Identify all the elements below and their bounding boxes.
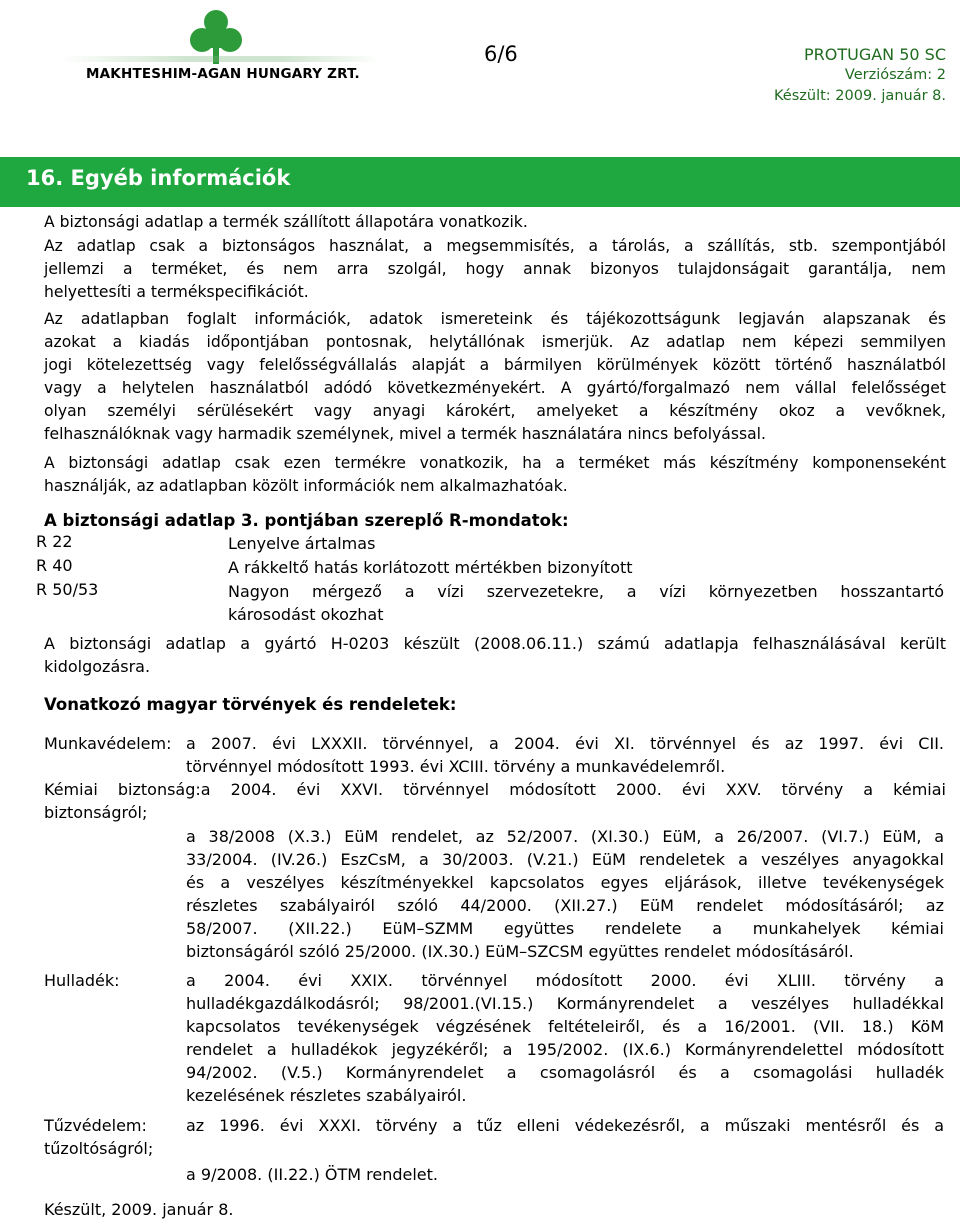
r-code: R 40 xyxy=(36,556,73,575)
prepared-date: Készült: 2009. január 8. xyxy=(774,88,946,104)
header-decorative-rule xyxy=(60,56,380,62)
r-text: Lenyelve ártalmas xyxy=(228,534,376,553)
law-label-line: Tűzvédelem: xyxy=(44,1116,147,1135)
paragraph-3-line: felhasználóknak vagy harmadik személynek, mivel a termék használatára nincs befolyással. xyxy=(44,425,766,443)
product-name: PROTUGAN 50 SC xyxy=(803,45,946,64)
law-kemiai xyxy=(44,778,946,824)
document-meta xyxy=(774,44,946,107)
r-text-line: Nagyon mérgező a vízi szervezetekre, a vízi környezetben hosszantartó xyxy=(228,582,944,601)
law-text-line: törvénnyel módosított 1993. évi XCIII. törvény a munkavédelemről. xyxy=(186,757,726,776)
r-code: R 50/53 xyxy=(36,580,99,599)
law-text-tuzvedelem-rendelet: a 9/2008. (II.22.) ÖTM rendelet. xyxy=(186,1165,439,1184)
paragraph-3 xyxy=(44,308,946,446)
r-code: R 22 xyxy=(36,532,73,551)
section-title: 16. Egyéb információk xyxy=(26,166,291,190)
paragraph-4-line: A biztonsági adatlap csak ezen termékre vonatkozik, ha a terméket más készítmény komponenseként xyxy=(44,454,946,472)
paragraph-2-line: jellemzi a terméket, és nem arra szolgál, hogy annak bizonyos tulajdonságait garantálja, nem xyxy=(44,260,946,278)
law-text-line: kezelésének részletes szabályairól. xyxy=(186,1086,467,1105)
law-text-line: és a veszélyes készítményekkel kapcsolatos egyes eljárások, illetve tevékenységek xyxy=(186,873,944,892)
law-text-line: 33/2004. (IV.26.) EszCsM, a 30/2003. (V.21.) EüM rendeletek a veszélyes anyagokkal xyxy=(186,850,944,869)
law-label-munkavedelem: Munkavédelem: xyxy=(44,734,172,753)
r-text-line: károsodást okozhat xyxy=(228,605,384,624)
law-text-line: az 1996. évi XXXI. törvény a tűz elleni védekezésről, a műszaki mentésről és a xyxy=(186,1116,944,1135)
law-label-line: tűzoltóságról; xyxy=(44,1139,154,1158)
r-text xyxy=(228,580,944,626)
paragraph-1: A biztonsági adatlap a termék szállított állapotára vonatkozik. xyxy=(44,213,528,231)
law-text-line: a 38/2008 (X.3.) EüM rendelet, az 52/2007. (XI.30.) EüM, a 26/2007. (VI.7.) EüM, a xyxy=(186,827,944,846)
paragraph-3-line: jogi kötelezettség vagy felelősségvállalás alapját a bármilyen körülmények között történő használatból xyxy=(44,356,946,374)
law-text-line: kapcsolatos tevékenységek végzésének feltételeiről, és a 16/2001. (VII. 18.) KöM xyxy=(186,1017,944,1036)
laws-heading: Vonatkozó magyar törvények és rendeletek: xyxy=(44,695,457,714)
paragraph-3-line: Az adatlapban foglalt információk, adatok ismereteink és tájékozottságunk legjaván alapszanak és xyxy=(44,310,946,328)
law-text-tuzvedelem xyxy=(186,1114,944,1137)
r-text: A rákkeltő hatás korlátozott mértékben bizonyított xyxy=(228,558,633,577)
law-text-munkavedelem xyxy=(186,732,944,778)
page-number: 6/6 xyxy=(484,42,518,66)
company-name: MAKHTESHIM-AGAN HUNGARY ZRT. xyxy=(86,66,360,82)
source-note-line: kidolgozásra. xyxy=(44,657,151,676)
law-text-line: biztonságáról szóló 25/2000. (IX.30.) EüM–SZCSM együttes rendelet módosításáról. xyxy=(186,942,854,961)
law-text-line: a 2007. évi LXXXII. törvénnyel, a 2004. évi XI. törvénnyel és az 1997. évi CII. xyxy=(186,734,944,753)
law-text-hulladek xyxy=(186,969,944,1107)
law-text-line: hulladékgazdálkodásról; 98/2001.(VI.15.) Kormányrendelet a veszélyes hulladékkal xyxy=(186,994,944,1013)
paragraph-4-line: használják, az adatlapban közölt információk nem alkalmazhatóak. xyxy=(44,477,568,495)
source-note xyxy=(44,632,946,678)
law-text-kemiai-rendeletek xyxy=(186,825,944,963)
law-text-line: rendelet a hulladékok jegyzékéről; a 195/2002. (IX.6.) Kormányrendelettel módosított xyxy=(186,1040,944,1059)
paragraph-3-line: olyan személyi sérülésekért vagy anyagi károkért, amelyeket a készítmény okoz a vevőknek, xyxy=(44,402,946,420)
law-text-line: a 2004. évi XXIX. törvénnyel módosított 2000. évi XLIII. törvény a xyxy=(186,971,944,990)
law-text-line: 58/2007. (XII.22.) EüM–SZMM együttes rendelete a munkahelyek kémiai xyxy=(186,919,944,938)
law-label-tuzvedelem xyxy=(44,1114,153,1160)
r-phrases-heading: A biztonsági adatlap 3. pontjában szereplő R-mondatok: xyxy=(44,511,569,530)
paragraph-2 xyxy=(44,235,946,304)
paragraph-2-line: Az adatlap csak a biztonságos használat, a megsemmisítés, a tárolás, a szállítás, stb. szempontjából xyxy=(44,237,946,255)
law-text-line: Kémiai biztonság:a 2004. évi XXVI. törvénnyel módosított 2000. évi XXV. törvény a kémiai xyxy=(44,780,946,799)
law-text-line: 94/2002. (V.5.) Kormányrendelet a csomagolásról és a csomagolási hulladék xyxy=(186,1063,944,1082)
paragraph-4 xyxy=(44,452,946,498)
paragraph-3-line: azokat a kiadás időpontjában pontosnak, helytállónak ismerjük. Az adatlap nem képezi semmilyen xyxy=(44,333,946,351)
paragraph-2-line: helyettesíti a termékspecifikációt. xyxy=(44,283,309,301)
law-text-line: biztonságról; xyxy=(44,803,148,822)
law-label-hulladek: Hulladék: xyxy=(44,971,120,990)
footer-date: Készült, 2009. január 8. xyxy=(44,1200,234,1219)
law-text-line: részletes szabályairól szóló 44/2000. (XII.27.) EüM rendelet módosításáról; az xyxy=(186,896,944,915)
source-note-line: A biztonsági adatlap a gyártó H-0203 készült (2008.06.11.) számú adatlapja felhasználásával került xyxy=(44,634,946,653)
paragraph-3-line: vagy a helytelen használatból adódó következményekért. A gyártó/forgalmazó nem vállal felelősséget xyxy=(44,379,946,397)
version-label: Verziószám: 2 xyxy=(844,67,946,83)
